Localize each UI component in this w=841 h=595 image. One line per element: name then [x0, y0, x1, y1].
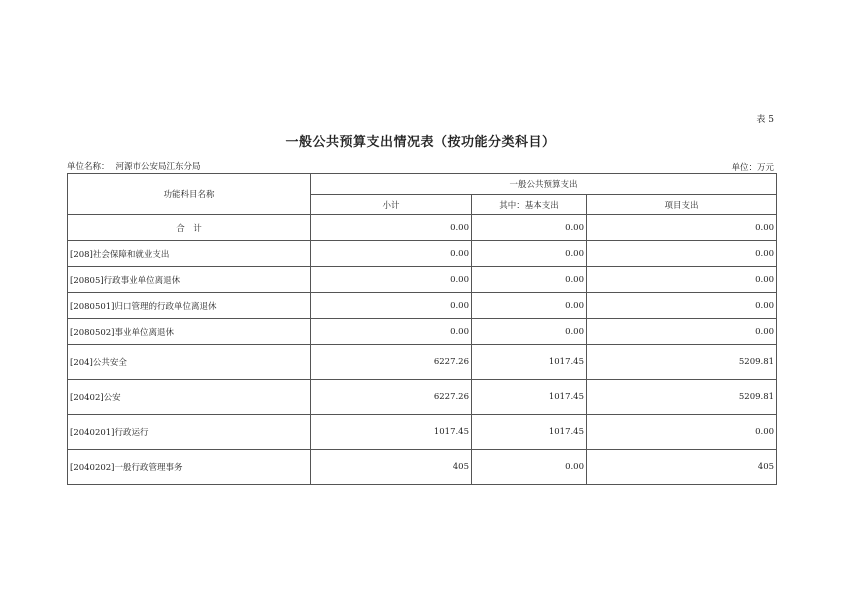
header-function-name: 功能科目名称 [68, 174, 311, 215]
row-project: 0.00 [587, 215, 777, 241]
row-name: [2040201]行政运行 [68, 415, 311, 450]
row-subtotal: 0.00 [311, 293, 472, 319]
table-row-total [68, 215, 777, 241]
row-basic: 0.00 [472, 241, 587, 267]
row-subtotal: 6227.26 [311, 345, 472, 380]
table-row [68, 380, 777, 415]
row-basic: 1017.45 [472, 345, 587, 380]
row-subtotal: 0.00 [311, 215, 472, 241]
row-basic: 0.00 [472, 293, 587, 319]
table-row [68, 267, 777, 293]
unit-name-label: 单位名称： [67, 162, 110, 172]
expenditure-table [67, 173, 777, 485]
row-subtotal: 6227.26 [311, 380, 472, 415]
row-basic: 1017.45 [472, 380, 587, 415]
row-name: [2040202]一般行政管理事务 [68, 450, 311, 485]
row-name: [2080502]事业单位离退休 [68, 319, 311, 345]
row-name: [204]公共安全 [68, 345, 311, 380]
row-project: 0.00 [587, 267, 777, 293]
header-basic: 其中：基本支出 [472, 195, 587, 215]
unit-name-value: 河源市公安局江东分局 [115, 162, 201, 172]
table-row [68, 319, 777, 345]
row-project: 0.00 [587, 319, 777, 345]
header-subtotal: 小计 [311, 195, 472, 215]
table-row [68, 345, 777, 380]
row-subtotal: 1017.45 [311, 415, 472, 450]
row-basic: 0.00 [472, 215, 587, 241]
row-project: 5209.81 [587, 380, 777, 415]
row-basic: 0.00 [472, 267, 587, 293]
table-row [68, 415, 777, 450]
row-name: [208]社会保障和就业支出 [68, 241, 311, 267]
row-name: [20805]行政事业单位离退休 [68, 267, 311, 293]
row-project: 0.00 [587, 415, 777, 450]
row-name: [20402]公安 [68, 380, 311, 415]
row-subtotal: 0.00 [311, 241, 472, 267]
row-project: 0.00 [587, 241, 777, 267]
money-unit: 单位：万元 [731, 163, 774, 173]
row-project: 405 [587, 450, 777, 485]
row-name: [2080501]归口管理的行政单位离退休 [68, 293, 311, 319]
row-name: 合 计 [68, 215, 311, 241]
table-number: 表 5 [756, 115, 774, 125]
table-row [68, 450, 777, 485]
table-row [68, 241, 777, 267]
header-project: 项目支出 [587, 195, 777, 215]
unit-name-line [67, 160, 201, 172]
page-title: 一般公共预算支出情况表（按功能分类科目） [285, 135, 556, 150]
row-subtotal: 0.00 [311, 319, 472, 345]
row-basic: 1017.45 [472, 415, 587, 450]
row-project: 5209.81 [587, 345, 777, 380]
row-basic: 0.00 [472, 450, 587, 485]
header-group: 一般公共预算支出 [311, 174, 777, 195]
row-subtotal: 0.00 [311, 267, 472, 293]
row-project: 0.00 [587, 293, 777, 319]
row-subtotal: 405 [311, 450, 472, 485]
row-basic: 0.00 [472, 319, 587, 345]
table-row [68, 293, 777, 319]
